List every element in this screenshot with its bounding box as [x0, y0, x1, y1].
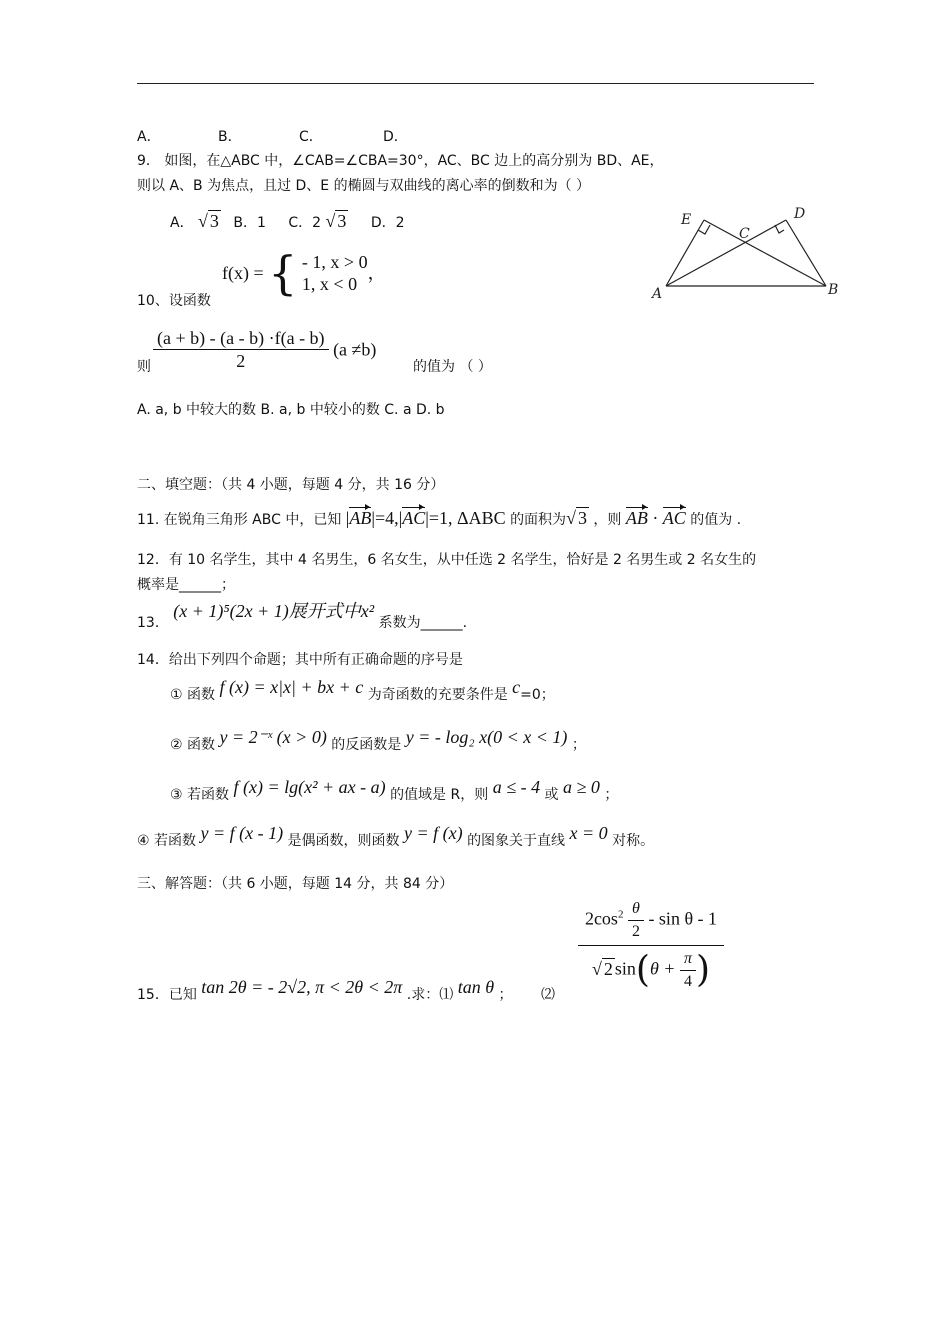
triangle-figure — [648, 200, 848, 310]
q11-end: 的值为 . — [690, 512, 742, 528]
q14-p4 — [137, 823, 655, 849]
q14-p4-mid: 是偶函数，则函数 — [287, 833, 400, 849]
q15-den-sqrt: √ 2 — [591, 958, 613, 979]
q10-case2: 1, x < 0 — [301, 274, 358, 294]
q15-line — [137, 977, 555, 1003]
q9-line2: 则以 A、B 为焦点，且过 D、E 的椭圆与双曲线的离心率的倒数和为（ ） — [137, 178, 591, 194]
q14-p3-mid: 的值域是 R，则 — [390, 787, 489, 803]
q13-num: 13． — [137, 615, 169, 631]
q13-tail: 系数为______. — [378, 615, 468, 631]
q9-options — [170, 210, 405, 232]
q11-mid2: |=1, ΔABC — [425, 508, 506, 528]
q14-p2-mid: 的反函数是 — [331, 737, 402, 753]
q14-p4-expr: y = f (x - 1) — [200, 823, 284, 843]
q10-options: A. a, b 中较大的数 B. a, b 中较小的数 C. a D. b — [137, 402, 445, 418]
q14-p1-c: c — [512, 677, 521, 697]
q10-fx: f(x) = — [222, 263, 264, 283]
q11-pre: 11. 在锐角三角形 ABC 中，已知 — [137, 512, 342, 528]
brace-symbol: { — [268, 246, 298, 300]
q13 — [137, 601, 468, 631]
q11-sqrt: √ 3 — [566, 508, 587, 528]
q15-expr: tan 2θ = - 2√2, π < 2θ < 2π — [201, 977, 403, 997]
q15-den-b: sin — [614, 958, 636, 979]
q14-p4-mid2: 的图象关于直线 — [467, 833, 566, 849]
q14-p4-pre: ④ 若函数 — [137, 833, 197, 849]
q15-num-sup: 2 — [617, 908, 624, 921]
q9-opt-a-sqrt: √ 3 — [198, 211, 219, 231]
q14-p2-end: ； — [571, 737, 586, 753]
figure-label-e: E — [681, 212, 692, 228]
q14-p3-expr2: a ≤ - 4 — [492, 777, 541, 797]
q14-p1-end: =0； — [520, 687, 555, 703]
q15-pre: 15．已知 — [137, 987, 197, 1003]
q15-semi: ； — [498, 987, 513, 1003]
q10-comma: ， — [367, 263, 386, 283]
q15-den-c: θ + — [649, 958, 676, 979]
q10-ask: 的值为 （ ） — [413, 359, 492, 375]
q12-line1: 12．有 10 名学生，其中 4 名男生，6 名女生，从中任选 2 名学生，恰好是 2 名男生或 2 名女生的 — [137, 552, 757, 568]
q10-case1: - 1, x > 0 — [301, 252, 368, 272]
q14-p2-expr: y = 2⁻ˣ (x > 0) — [219, 727, 327, 747]
q11-area: 的面积为 — [510, 512, 567, 528]
q9-opt-c: C．2 — [288, 215, 322, 231]
q14-p3 — [170, 777, 619, 803]
q15-num-a: 2cos — [584, 908, 618, 929]
q14-p4-expr3: x = 0 — [569, 823, 608, 843]
q9-opt-d: D．2 — [370, 215, 405, 231]
q8-opt-c: C． — [299, 129, 323, 145]
q14-p3-pre: ③ 若函数 — [170, 787, 230, 803]
q9-opt-b: B．1 — [233, 215, 266, 231]
q14-p4-expr2: y = f (x) — [403, 823, 463, 843]
q14-p1 — [170, 677, 555, 703]
q14-p1-pre: ① 函数 — [170, 687, 216, 703]
q10-frac-den: 2 — [236, 351, 246, 371]
section2-heading: 二、填空题：（共 4 小题，每题 4 分，共 16 分） — [137, 477, 445, 493]
q10-then: 则 — [137, 359, 151, 375]
q14-p2 — [170, 727, 586, 753]
q12-line2: 概率是______； — [137, 577, 235, 593]
q11: 11. 在锐角三角形 ABC 中，已知 |AB|=4,|AC|=1, ΔABC 的面积为√ 3 ，则 AB · AC 的值为 . — [137, 508, 742, 528]
q15-tan: tan θ — [457, 977, 495, 997]
q14-p4-end: 对称。 — [612, 833, 655, 849]
q14-p3-or: 或 — [544, 787, 559, 803]
q14-p3-end: ； — [604, 787, 619, 803]
q11-vec-ac: AC — [402, 508, 426, 528]
q11-vec-ab2: AB — [625, 508, 648, 528]
q15-den-frac-d: 4 — [683, 973, 692, 990]
q15-num-frac-n: θ — [628, 898, 644, 921]
q8-opt-a: A． — [137, 129, 161, 145]
q14-p2-pre: ② 函数 — [170, 737, 216, 753]
figure-label-a: A — [652, 286, 663, 302]
q14-p3-expr3: a ≥ 0 — [562, 777, 600, 797]
q11-then: ，则 — [593, 512, 622, 528]
q11-vec-ab: AB — [349, 508, 372, 528]
q15-fraction: $2\cos^2$ $\frac{\theta}{2}$ - sin θ - 1 √ 2 sin(θ + $\frac{\pi}{4}$ ) — [578, 898, 724, 993]
q15-num-frac-d: 2 — [631, 923, 640, 940]
q8-opt-d: D． — [383, 129, 408, 145]
q15-den-frac-n: π — [680, 948, 696, 971]
figure-label-c: C — [739, 226, 750, 242]
q10-frac-num: (a + b) - (a - b) ·f(a - b) — [153, 327, 329, 350]
q15-part2: ⑵ — [540, 987, 555, 1003]
q10-piecewise — [222, 246, 386, 300]
q10-label: 10、设函数 — [137, 293, 211, 309]
q11-dot: · — [652, 508, 659, 528]
q13-expr: (x + 1)⁵(2x + 1)展开式中x² — [173, 601, 375, 621]
q8-options — [137, 128, 408, 146]
q14-p3-expr: f (x) = lg(x² + ax - a) — [233, 777, 386, 797]
section3-heading: 三、解答题：（共 6 小题，每题 14 分，共 84 分） — [137, 876, 454, 892]
q14-p1-expr: f (x) = x|x| + bx + c — [219, 677, 364, 697]
figure-label-d: D — [794, 206, 806, 222]
figure-label-b: B — [828, 282, 839, 298]
q11-mid1: |=4,| — [371, 508, 403, 528]
q14-p1-mid: 为奇函数的充要条件是 — [367, 687, 508, 703]
q14-p2-expr2: y = - log₂ x(0 < x < 1) — [405, 727, 568, 747]
q9-opt-a: A． — [170, 215, 194, 231]
q15-num-b: - sin θ - 1 — [648, 908, 718, 929]
q14-head: 14．给出下列四个命题；其中所有正确命题的序号是 — [137, 652, 463, 668]
q11-vec-ac2: AC — [662, 508, 686, 528]
q9-opt-c-sqrt: √ 3 — [325, 211, 347, 231]
q8-opt-b: B． — [218, 129, 242, 145]
header-rule — [137, 83, 814, 84]
q10-cond: (a ≠b) — [333, 339, 377, 360]
q15-ask: .求：⑴ — [406, 987, 454, 1003]
q9-line1: 9． 如图，在△ABC 中，∠CAB=∠CBA=30°，AC、BC 边上的高分别为 BD、AE， — [137, 153, 664, 169]
q10-fraction — [153, 327, 376, 372]
